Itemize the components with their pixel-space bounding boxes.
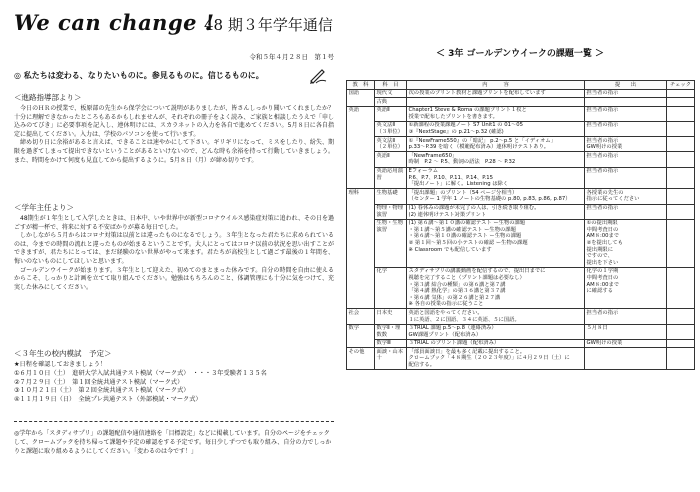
- check-cell[interactable]: [667, 189, 695, 204]
- divider: [14, 421, 334, 422]
- table-row: [347, 121, 695, 136]
- content-cell: [407, 219, 585, 267]
- section-heading: ＜学年主任より＞: [14, 203, 74, 212]
- content-line: （センター 1 学年 1 ノートの生物基礎の p.80, p.83, p.86, p.87）: [408, 196, 571, 203]
- submit-line: 提出期限に: [586, 246, 613, 253]
- content-line: (1) 第６講〜第１０講の確認テスト ー生物の課題: [408, 220, 526, 227]
- submit-cell: [585, 89, 667, 98]
- content-line: １に英語、２に国語、３４に英語、５に国語。: [408, 316, 520, 323]
- check-cell[interactable]: [667, 204, 695, 219]
- submit-line: 担当者の指示: [586, 205, 619, 211]
- content-cell: [407, 204, 585, 219]
- table-row: [347, 348, 695, 370]
- table-row: [347, 324, 695, 339]
- course-cell: 英語応用演習: [375, 167, 407, 189]
- course-cell: 数学Ⅱ・理数数: [375, 324, 407, 339]
- submit-cell: [585, 189, 667, 204]
- section-body: [14, 105, 334, 165]
- course-cell: 英文法Ⅱ（２単位）: [375, 137, 407, 152]
- check-cell[interactable]: [667, 348, 695, 370]
- submit-line: 担当者の指示: [586, 122, 619, 129]
- content-line: 「提出ノート」に解く。Listening は除く: [408, 181, 509, 188]
- content-cell: [407, 106, 585, 121]
- course-cell: 化学: [375, 267, 407, 309]
- paragraph: 今日のＨＲの授業で、板原部の先生から保学会について説明がありましたが、皆さんしっかり聞いてくれましたか？十分に理解できなかったところもあるかもしれませんが、それぞれの冊子をよく読み、ご家族と相談したうえで「申し込みのてびき」に必要事項を記入し、連休明けには、スカラネットの入力を各自で進めてください。5月８日に各自指定に提出してください。入力は、学校のパソコンを使って行います。: [14, 105, 334, 138]
- content-line: 視聴を完了すること（プリント課題は必要なし）: [408, 274, 525, 281]
- submit-cell: [585, 152, 667, 167]
- section-career-guidance: [14, 92, 334, 165]
- content-line: ①新課程の授業課題ノート S7 Unit1 の 01〜05: [408, 122, 524, 129]
- content-line: 「NewFrame650」: [408, 152, 458, 159]
- submit-cell: [585, 219, 667, 267]
- check-cell[interactable]: [667, 339, 695, 348]
- course-cell: 日本史: [375, 309, 407, 324]
- content-line: 「部員面談日」を最も多く記載に提出すること。: [408, 348, 526, 355]
- list-item: ★日程を確認しておきましょう！: [14, 361, 107, 368]
- homework-table-body: [347, 89, 695, 370]
- submit-cell: [585, 137, 667, 152]
- section-mock-exams: [14, 348, 334, 405]
- check-cell[interactable]: [667, 324, 695, 339]
- content-line: 授業で配布したプリントを書きます。: [408, 113, 498, 120]
- submit-line: 担当者の指示: [586, 137, 619, 144]
- column-header: 教 科: [347, 81, 375, 90]
- content-line: クロームブック「４８期生（２０２３年度）」に４月２９日（土）に: [408, 355, 570, 362]
- list-item: ①６月１０日（土） 進研大学入試共通テスト模試（マーク式） ・・・３年受験者１３５名: [14, 369, 267, 377]
- check-cell[interactable]: [667, 167, 695, 189]
- table-row: [347, 309, 695, 324]
- submit-line: 担当者の指示: [586, 168, 619, 175]
- subject-cell: その他: [347, 348, 375, 370]
- content-line: ※ Classroom でも配信しています: [408, 246, 492, 253]
- subject-cell: 英語: [347, 106, 375, 189]
- table-header-row: [347, 81, 695, 90]
- table-row: [347, 189, 695, 204]
- subject-cell: 数学: [347, 324, 375, 348]
- column-header: 提 出: [585, 81, 667, 90]
- course-cell: 生物基礎: [375, 189, 407, 204]
- content-cell: [407, 121, 585, 136]
- submit-cell: [585, 348, 667, 370]
- content-line: ② 第１回〜第５回の小テストの確認 ー生物の課題: [408, 239, 528, 246]
- check-cell[interactable]: [667, 219, 695, 267]
- content-cell: [407, 98, 585, 107]
- list-item: ④１１月１９日（日） 全統プレ共通テスト（外部模試・マーク式）: [14, 396, 202, 404]
- check-cell[interactable]: [667, 89, 695, 98]
- submit-cell: [585, 121, 667, 136]
- submit-line: 担当者の指示: [586, 152, 619, 159]
- masthead-title: 48 期３年学年通信: [204, 16, 333, 34]
- section-grade-head: [14, 202, 334, 292]
- submit-cell: [585, 324, 667, 339]
- submit-line: 各授業の先生の: [586, 189, 624, 196]
- course-cell: 英語Ⅱ: [375, 152, 407, 167]
- submit-line: AM８:00まで: [586, 233, 620, 240]
- check-cell[interactable]: [667, 137, 695, 152]
- check-cell[interactable]: [667, 121, 695, 136]
- submit-line: 化学の１学期: [586, 268, 619, 275]
- table-row: [347, 89, 695, 98]
- course-cell: 物理・物理演習: [375, 204, 407, 219]
- submit-cell: [585, 167, 667, 189]
- check-cell[interactable]: [667, 98, 695, 107]
- paragraph: 締め切り日に余裕があると言えば、できることは速やかにして下さい。ギリギリになって、ミスをしたり、紛失、期限を過ぎてしまって提出できないということがあるといけないので、どんな時も余裕を持って行動していきましょう。また、時間をかけて何度も見直してから提出するように。5月８日（月）が締め切りです。: [14, 139, 334, 164]
- submit-line: 提出を下さい: [586, 259, 619, 266]
- content-line: ・第６講 気体」の第２６講と第２７講: [408, 294, 501, 301]
- subject-cell: 理科: [347, 189, 375, 309]
- content-line: GW課題プリント（配布済み）: [408, 331, 482, 338]
- content-line: (2) 連休明けテスト対策プリント: [408, 211, 487, 218]
- submit-cell: [585, 106, 667, 121]
- table-row: [347, 167, 695, 189]
- content-line: 次の授業のプリント教材と課題プリントを配布しています: [408, 90, 546, 97]
- content-cell: [407, 137, 585, 152]
- content-cell: [407, 348, 585, 370]
- content-line: 「提出課題」のプリント（54 ページ分相当）: [408, 189, 518, 196]
- pen-icon: [308, 66, 328, 84]
- title-row: [8, 6, 340, 40]
- content-line: スタディサプリの講義動画を配信するので、提出日までに: [408, 268, 546, 275]
- table-row: [347, 152, 695, 167]
- submit-line: に確認する: [586, 288, 613, 295]
- content-cell: [407, 89, 585, 98]
- submit-line: AM８:00まで: [586, 281, 620, 288]
- content-line: (1) 春休みの課題が未完了の人は、引き続き取り組む。: [408, 205, 540, 211]
- course-cell: 英文法Ⅱ（３単位）: [375, 121, 407, 136]
- motto: ◎ 私たちは変わる、なりたいものに。参見るものに。信じるものに。: [14, 71, 264, 80]
- course-cell: 数学Ⅲ: [375, 339, 407, 348]
- content-line: ３TRIAL 課題 p.5〜p.8（連絡済み）: [408, 325, 497, 332]
- section-body: [14, 215, 334, 292]
- motto-row: [14, 66, 334, 84]
- exam-schedule-list: [14, 361, 334, 405]
- submit-line: 中間考査日の: [586, 226, 619, 233]
- section-heading: ＜進路指導部より＞: [14, 93, 82, 102]
- content-line: Chapter1 Steve & Roma の課題プリント１枚と: [408, 107, 527, 114]
- submit-cell: [585, 339, 667, 348]
- footnote: ◎学年から「スタディサプリ」の課題配信や通信連絡を「目標設定」などに掲載しています。自分のページをチェックして、クロームブックを持ち帰って課題や予定の確認をする予定です。毎日少しずつでも取り組み、自分の力でしっかりと課題に取り組めるようにしてください。「変わるのは今です！」: [14, 430, 332, 455]
- course-cell: 生物・生物演習: [375, 219, 407, 267]
- content-line: ・第６講〜第１０講の確認テスト ー生物の課題: [408, 233, 522, 240]
- submit-line: ですので、: [586, 253, 613, 260]
- submit-cell: [585, 98, 667, 107]
- content-line: ※ 各自の授業の指示に従うこと: [408, 301, 484, 308]
- content-line: ３TRIAL のプリント課題（配布済み）: [408, 340, 500, 347]
- submit-cell: [585, 309, 667, 324]
- table-row: [347, 339, 695, 348]
- content-line: ①『NewFrame550』の「暗記」 p.2〜p.5 と「イディオム」: [408, 137, 556, 144]
- subject-cell: 国語: [347, 89, 375, 106]
- submit-line: ５月８日: [586, 325, 608, 332]
- course-cell: 英語Ⅱ: [375, 106, 407, 121]
- table-row: [347, 137, 695, 152]
- newsletter-left-column: [8, 6, 340, 486]
- submit-line: 担当者の指示: [586, 107, 619, 114]
- table-row: [347, 98, 695, 107]
- content-line: 「第４講 熱化学」の第３６講と第３７講: [408, 288, 506, 295]
- newsletter-right-column: [346, 6, 694, 486]
- column-header: チェック: [667, 81, 695, 90]
- subject-cell: 社会: [347, 309, 375, 324]
- check-cell[interactable]: [667, 267, 695, 309]
- content-cell: [407, 339, 585, 348]
- submit-line: ②を提出しても: [586, 239, 624, 246]
- content-cell: [407, 324, 585, 339]
- content-cell: [407, 189, 585, 204]
- content-line: ③『NextStage』の p.21〜p.32 (確認): [408, 129, 504, 136]
- table-row: [347, 219, 695, 267]
- content-line: 配信する。: [408, 362, 435, 369]
- submit-cell: [585, 267, 667, 309]
- content-line: Eフォーラム: [408, 168, 439, 175]
- column-header: 内 容: [407, 81, 585, 90]
- paragraph: 48期生が１年生として入学したときは、日本中、いや世界中が新型コロナウイルス感染症対策に追われ、その日を過ごすが精一杯で、将来に対する不安ばかりが募る毎日でした。: [14, 215, 334, 231]
- check-cell[interactable]: [667, 309, 695, 324]
- table-row: [347, 106, 695, 121]
- submit-line: 担当者の指示: [586, 309, 619, 316]
- submit-line: GW明けの授業: [586, 340, 623, 347]
- content-cell: [407, 152, 585, 167]
- content-line: p.33〜P.39 を暗く（模範配布済み）連休明けテストあり。: [408, 144, 550, 151]
- content-cell: [407, 167, 585, 189]
- submit-line: 指示に従ってください: [586, 196, 640, 203]
- content-line: ・第１講〜第５講の確認テスト ー生物の課題: [408, 226, 516, 233]
- section-heading: ＜３年生の校内模試 予定＞: [14, 349, 112, 358]
- course-cell: 現代文: [375, 89, 407, 98]
- homework-title: ＜ 3年 ゴールデンウイークの課題一覧 ＞: [435, 49, 605, 59]
- slogan: We can change !: [14, 10, 215, 35]
- content-cell: [407, 267, 585, 309]
- column-header: 科 目: [375, 81, 407, 90]
- content-line: ・第３講 結合の種類」の第６講と第７講: [408, 281, 506, 288]
- paragraph: しかしながら５月からはコロナ対策は以前とは違ったものになるでしょう。３年生となった君たちに求められているのは、今までの時間の流れと違ったものが始まるということです。大人にとってはコロナ以前の状況を思い出すことができますが、君たちにとっては、まだ経験のない世界がやって来ます。君たちが高校生として過ごす最後の１年間を、悔いのないものにしてほしいと思います。: [14, 232, 334, 265]
- content-line: P.6、P.7、P.10、P.11、P.14、P.15: [408, 174, 493, 181]
- submit-line: ①の提出期限: [586, 220, 618, 227]
- content-line: 英語と国語をやってください。: [408, 309, 483, 316]
- issue-date: 令和５年４月２８日 第１号: [249, 53, 334, 61]
- list-item: ②７月２９日（土） 第１回全統共通テスト模試（マーク式）: [14, 378, 184, 386]
- content-line: 時制 P.2 〜 P.5、動詞の語法 P.28 〜 P.32: [408, 159, 516, 166]
- list-item: ③１０月２１日（土） 第２回全統共通テスト模試（マーク式）: [14, 387, 190, 395]
- course-cell: 面談・山本十: [375, 348, 407, 370]
- check-cell[interactable]: [667, 152, 695, 167]
- paragraph: ゴールデンウイークが始まります。３年生として迎えた、初めてのまとまった休みです。自分の時間を自由に使えるからこそ、しっかりと計画を立てて取り組んでください。勉強はもちろんのこと、体調管理にも十分に気をつけて、充実した休みにしてください。: [14, 266, 334, 291]
- submit-line: 担当者の指示: [586, 90, 619, 97]
- table-row: [347, 204, 695, 219]
- homework-table: [346, 80, 695, 370]
- submit-line: GW明けの授業: [586, 144, 623, 151]
- submit-cell: [585, 204, 667, 219]
- course-cell: 古典: [375, 98, 407, 107]
- table-row: [347, 267, 695, 309]
- content-cell: [407, 309, 585, 324]
- check-cell[interactable]: [667, 106, 695, 121]
- submit-line: 中間考査日の: [586, 274, 619, 281]
